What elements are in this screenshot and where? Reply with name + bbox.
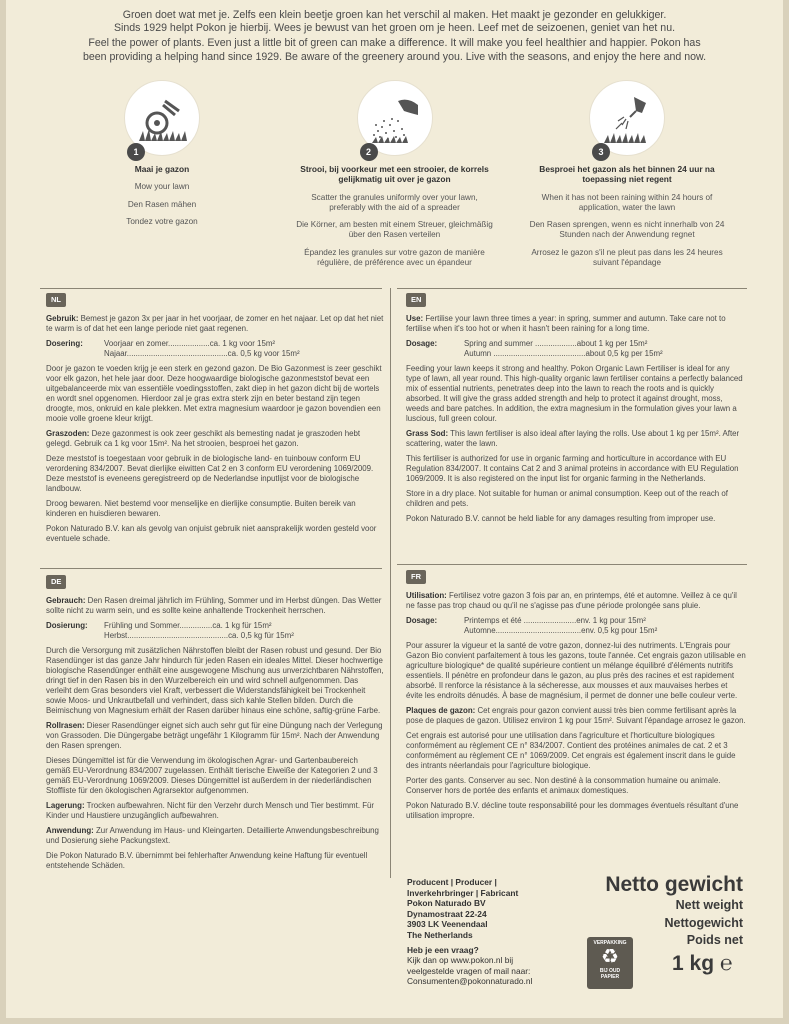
lawn-mower-icon: [135, 91, 191, 147]
recycle-paper-badge: VERPAKKING ♻ BIJ OUD PAPIER: [587, 937, 633, 989]
section-en: EN Use: Fertilise your lawn three times a year: in spring, summer and autumn. Take care not to fertilise when it's too hot or when it hasn't been raining for a long time. Dosage: Spring and summer ...................about 1 kg per 15m² Autumn ..........................................about 0,5 kg per 15m² Feeding your lawn keeps it strong and healthy. Pokon Organic Lawn Fertiliser is ideal for any type of lawn, all year round. This high-quality organic lawn fertiliser contains a perfectly balanced mix of essential nutrients, penetrates deep into the lawn to reach the roots and is quickly absorbed. It will give the grass added strength and help to protect it against drought, moss, weeds and bare patches. In addition, the extra magnesium in the formulation gives your lawn a luscious, full green colour. Grass Sod: This lawn fertiliser is also ideal after laying the rolls. Use about 1 kg per 15m². After scattering, water the lawn. This fertiliser is authorized for use in organic farming and horticulture in accordance with EU Regulation 834/2007. It contains Cat 2 and 3 animal proteins in accordance with EU Regulation 1069/2009. It is also registered on the input list for organic farming in the Netherlands. Store in a dry place. Not suitable for human or animal consumption. Keep out of the reach of children and pets. Pokon Naturado B.V. cannot be held liable for any damages resulting from improper use.: [406, 293, 746, 529]
hand-scatter-icon: [368, 91, 424, 147]
panel-edge-left: [0, 0, 6, 1024]
intro-en: Feel the power of plants. Even just a little bit of green can make a difference. It will make you feel healthier and happier. Pokon has been providing a helping hand since 1929. Be aware of the greenery around you. Live with the seasons, and enjoy the here and now.: [82, 37, 707, 63]
step-scatter: 2 Strooi, bij voorkeur met een strooier, de korrels gelijkmatig uit over je gazon Scatter the granules uniformly over your lawn, preferably with the aid of a spreader Die Körner, am besten mit einem Streuer, gleichmäßig über den Rasen verteilen Épandez les granules sur votre gazon de manière régulière, de préférence avec un épandeur: [295, 80, 495, 268]
producer-info: Producent | Producer | Inverkehrbringer | Fabricant Pokon Naturado BV Dynamostraat 22-24 3903 LK Veenendaal The Netherlands Heb je een vraag? Kijk dan op www.pokon.nl bij veelgestelde vragen of mail naar: Consumenten@pokonnaturado.nl: [407, 877, 533, 987]
dosage-table: Dosage: Spring and summer ...................about 1 kg per 15m² Autumn ..........................................about 0,5 kg per 15m²: [406, 339, 663, 358]
divider: [40, 568, 382, 569]
step-title: Maai je gazon: [134, 163, 190, 174]
usage-steps: [20, 80, 769, 268]
step-title: Strooi, bij voorkeur met een strooier, de korrels gelijkmatig uit over je gazon: [300, 163, 489, 185]
net-weight-block: Netto gewicht Nett weight Nettogewicht Poids net: [605, 873, 743, 947]
divider: [40, 288, 382, 289]
dosage-table: Dosage: Printemps et été ........................env. 1 kg pour 15m² Automne.......................................env. 0,5 kg pour 15m²: [406, 616, 658, 635]
panel-edge-right: [783, 0, 789, 1024]
panel-edge-bottom: [0, 1018, 789, 1024]
column-divider: [390, 288, 391, 878]
scatter-illustration: 2: [357, 80, 433, 156]
dosage-table: Dosierung: Frühling und Sommer...............ca. 1 kg für 15m² Herbst..............................................ca. 0,5 kg für 15m²: [46, 621, 294, 640]
intro-nl: Groen doet wat met je. Zelfs een klein beetje groen kan het verschil al maken. Het maakt je gezonder en gelukkiger. Sinds 1929 helpt Pokon je hierbij. Wees je bewust van het groen om je heen. Leef met de seizoenen, geniet van het nu.: [113, 9, 676, 35]
watering-illustration: 3: [589, 80, 665, 156]
step-mow: 1 Maai je gazon Mow your lawn Den Rasen mähen Tondez votre gazon: [62, 80, 262, 268]
section-fr: FR Utilisation: Fertilisez votre gazon 3 fois par an, en printemps, été et automne. Veillez à ce qu'il ne fasse pas trop chaud ou qu'il ne s'agisse pas d'une période prolongée sans pluie. Dosage: Printemps et été ........................env. 1 kg pour 15m² Automne.......................................env. 0,5 kg pour 15m² Pour assurer la vigueur et la santé de votre gazon, donnez-lui des nutriments. L'Engrais pour Gazon Bio convient parfaitement à tous les gazons, toute l'année. Cet engrais gazon utilisable en agriculture biologique* de qualité supérieure contient un mélange équilibré d'éléments nutritifs essentiels. Il pénètre en profondeur dans le gazon, au plus près des racines et est rapidement absorbé. Il renforce la résistance à la sécheresse, aux mousses et aux mauvaises herbes et évite les endroits dénudés. À base de magnésium, il permet de donner une belle couleur verte. Plaques de gazon: Cet engrais pour gazon convient aussi très bien comme fertilisant après la pose de plaques de gazon. Utilisez environ 1 kg pour 15m². Suivant l'épandage arrosez le gazon. Cet engrais est autorisé pour une utilisation dans l'agriculture et l'horticulture biologiques conformément au règlement CE n° 834/2007. Contient des protéines animales de cat. 2 et 3 conformément au règlement CE n° 1069/2009. Cet engrais est également inscrit dans le guide des intrants néerlandais pour l'agriculture biologique. Porter des gants. Conserver au sec. Non destiné à la consommation humaine ou animale. Conserver hors de portée des enfants et animaux domestiques. Pokon Naturado B.V. décline toute responsabilité pour les dommages éventuels résultant d'une utilisation impropre.: [406, 572, 746, 820]
sprinkler-icon: [600, 91, 656, 147]
step-water: 3 Besproei het gazon als het binnen 24 uur na toepassing niet regent When it has not been raining within 24 hours of application, water the lawn Den Rasen sprengen, wenn es nicht innerhalb von 24 Stunden nach der Anwendung regnet Arrosez le gazon s'il ne pleut pas dans les 24 heures suivant l'épandage: [527, 80, 727, 268]
mower-illustration: 1: [124, 80, 200, 156]
dosage-table: Dosering: Voorjaar en zomer...................ca. 1 kg voor 15m² Najaar..............................................ca. 0,5 kg voor 15m²: [46, 339, 300, 358]
language-tag: DE: [46, 575, 66, 589]
contact-email: Consumenten@pokonnaturado.nl: [407, 976, 533, 987]
step-title: Besproei het gazon als het binnen 24 uur na toepassing niet regent: [539, 163, 715, 185]
language-tag: EN: [406, 293, 426, 307]
recycle-icon: ♻: [601, 946, 619, 968]
section-de: DE Gebrauch: Den Rasen dreimal jährlich im Frühling, Sommer und im Herbst düngen. Das Wetter sollte nicht zu warm sein, und es sollte keine anhaltende Trockenheit herrschen. Dosierung: Frühling und Sommer...............ca. 1 kg für 15m² Herbst..............................................ca. 0,5 kg für 15m² Durch die Versorgung mit zusätzlichen Nährstoffen bleibt der Rasen robust und gesund. Der Bio Rasendünger ist das ganze Jahr hindurch für jeden Rasen ein ideales Mittel. Dieser hochwertige biologische Rasendünger enthält eine ausgewogene Mischung aus unverzichtbaren Nährstoffen, dringt tief in den Rasen bis in den Wurzelbereich ein und wird schnell aufgenommen. Das verleiht dem Gras besonders viel Kraft, verbessert die Widerstandsfähigkeit bei Trockenheit sowie Moos- und Unkrautbefall und verhindert, dass sich kahle Stellen bilden. Durch die Beimischung von Magnesium erhält der Rasen darüber hinaus eine schöne, saftig-grüne Farbe. Rollrasen: Dieser Rasendünger eignet sich auch sehr gut für eine Düngung nach der Verlegung von Grassoden. Die Düngergabe beträgt ungefähr 1 Kilogramm für 15m². Nach der Anwendung den Rasen sprengen. Dieses Düngemittel ist für die Verwendung im ökologischen Agrar- und Gartenbaubereich gemäß EU-Verordnung 834/2007 zugelassen. Enthält tierische Eiweiße der Kategorien 2 und 3 gemäß EU-Verordnung 1069/2009. Dieses Düngemittel ist außerdem in der niederländischen Stoffliste für den ökologischen Agrarsektor aufgenommen. Lagerung: Trocken aufbewahren. Nicht für den Verzehr durch Mensch und Tier bestimmt. Für Kinder und Haustiere unzugänglich aufbewahren. Anwendung: Zur Anwendung im Haus- und Kleingarten. Detaillierte Anwendungsbeschreibung und Dosierung siehe Packungstext. Die Pokon Naturado B.V. übernimmt bei fehlerhafter Anwendung keine Haftung für eventuell entstehende Schäden.: [46, 577, 384, 870]
language-tag: FR: [406, 570, 426, 584]
divider: [397, 288, 747, 289]
net-weight-value: 1 kg ℮: [672, 952, 733, 975]
language-tag: NL: [46, 293, 66, 307]
divider: [397, 564, 747, 565]
section-nl: NL Gebruik: Bemest je gazon 3x per jaar in het voorjaar, de zomer en het najaar. Let op dat het niet te warm is of dat het een lange periode niet gaat regenen. Dosering: Voorjaar en zomer...................ca. 1 kg voor 15m² Najaar..............................................ca. 0,5 kg voor 15m² Door je gazon te voeden krijg je een sterk en gezond gazon. De Bio Gazonmest is zeer geschikt voor elk gazon, het hele jaar door. Deze hoogwaardige biologische gazonmeststof bevat een uitgebalanceerde mix van essentiële voedingsstoffen, zakt diep in het gazon dicht bij de wortels en wordt snel opgenomen. Hierdoor zal je gras extra sterk zijn en beter bestand zijn tegen droogte, mos, onkruid en kale plekken. Met extra magnesium waardoor je gazon bovendien een mooie volle groene kleur krijgt. Graszoden: Deze gazonmest is ook zeer geschikt als bemesting nadat je graszoden hebt gelegd. Gebruik ca 1 kg voor 15m². Na het strooien, besproei het gazon. Deze meststof is toegestaan voor gebruik in de biologische land- en tuinbouw conform EU verordening 834/2007. Bevat dierlijke eiwitten Cat 2 en 3 conform EU verordening 1069/2009. Deze meststof is eveneens geregistreerd op de Nederlandse inputlijst voor de biologische landbouw. Droog bewaren. Niet bestemd voor menselijke en dierlijke consumptie. Buiten bereik van kinderen en huisdieren bewaren. Pokon Naturado B.V. kan als gevolg van onjuist gebruik niet aansprakelijk worden gesteld voor eventuele schade.: [46, 295, 384, 543]
